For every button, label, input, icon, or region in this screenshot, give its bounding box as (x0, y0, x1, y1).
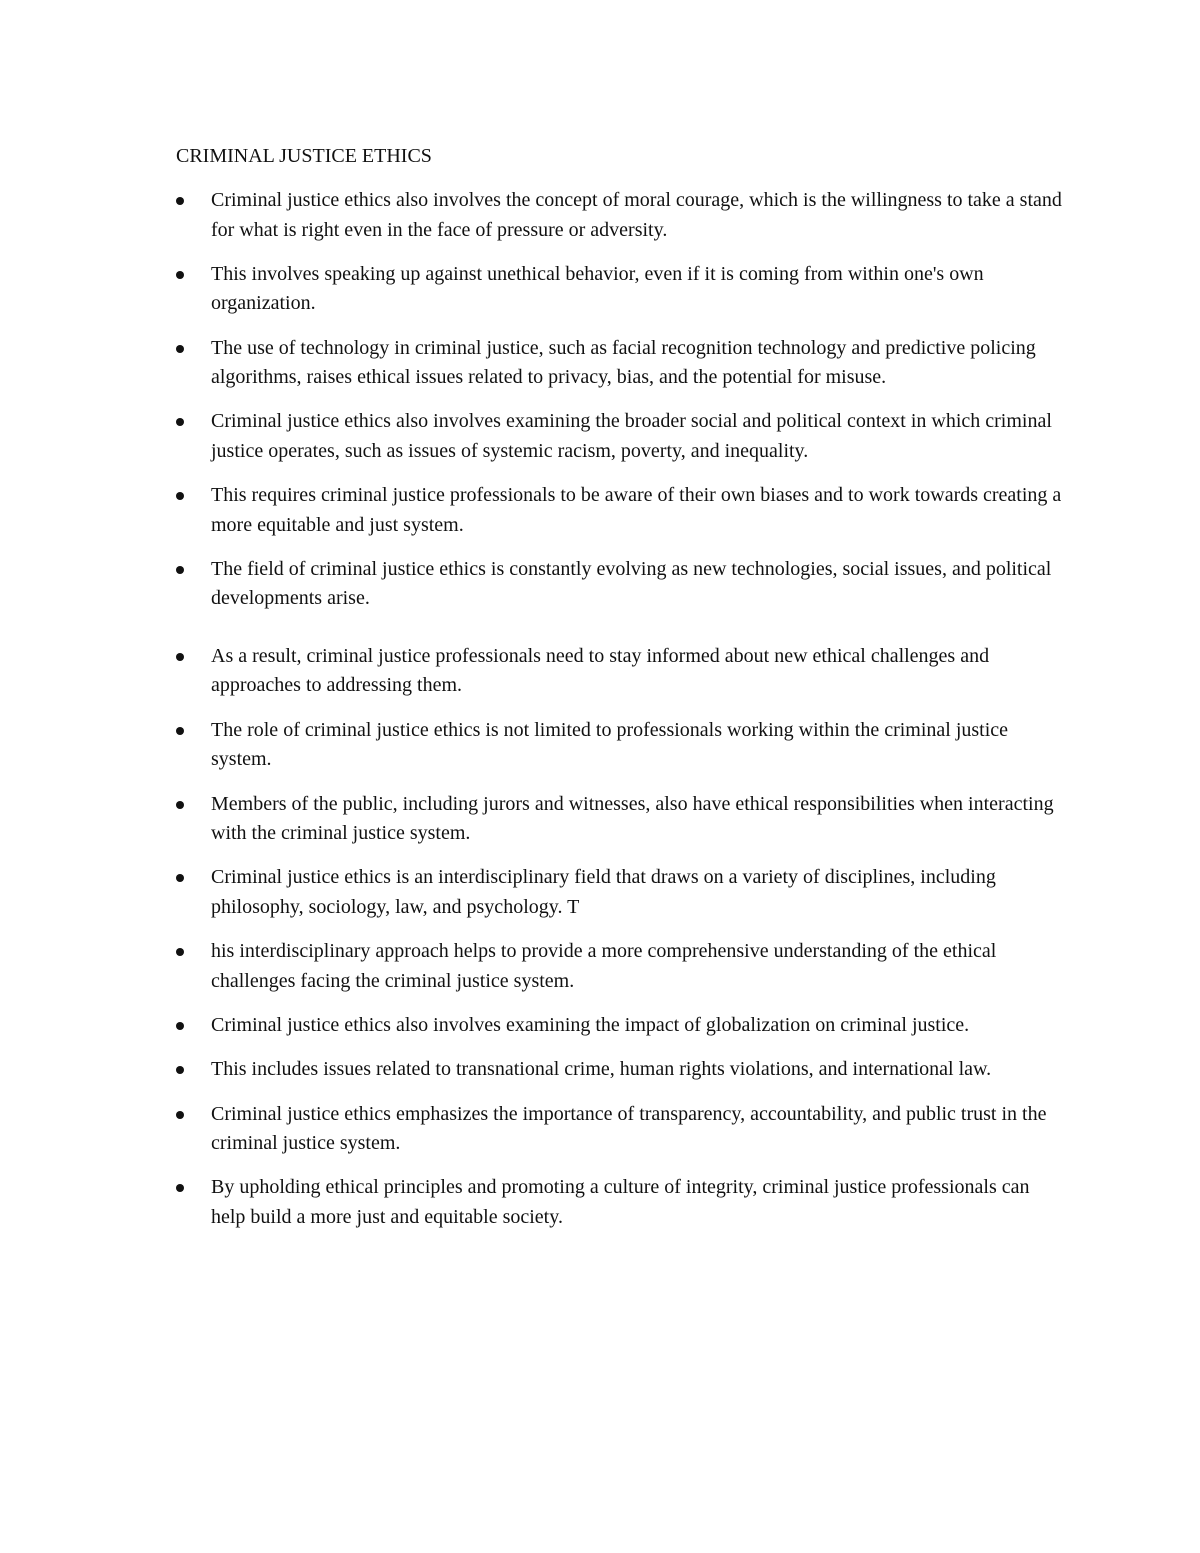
list-item (176, 334, 1066, 393)
bullet-icon (176, 801, 184, 809)
list-item (176, 642, 1066, 701)
list-item (176, 1055, 1066, 1085)
list-item (176, 407, 1066, 466)
bullet-icon (176, 874, 184, 882)
list-item (176, 937, 1066, 996)
list-item (176, 1173, 1066, 1232)
list-item-text: his interdisciplinary approach helps to provide a more comprehensive understanding of the ethical challenges facing the criminal justice system. (211, 940, 997, 992)
list-item-text: Criminal justice ethics emphasizes the importance of transparency, accountability, and public trust in the criminal justice system. (211, 1102, 1047, 1155)
list-item-text: This includes issues related to transnational crime, human rights violations, and international law. (211, 1058, 992, 1081)
bullet-icon (176, 492, 184, 500)
list-item-text: The role of criminal justice ethics is not limited to professionals working within the criminal justice system. (211, 718, 1009, 771)
bullet-icon (176, 727, 184, 735)
list-item-text: Criminal justice ethics also involves examining the broader social and political context in which criminal justice operates, such as issues of systemic racism, poverty, and inequality. (211, 410, 1052, 462)
list-item-text: Members of the public, including jurors and witnesses, also have ethical responsibilities when interacting with the criminal justice system. (211, 792, 1054, 845)
bullet-icon (176, 418, 184, 426)
list-item-text: Criminal justice ethics also involves the concept of moral courage, which is the willingness to take a stand for what is right even in the face of pressure or adversity. (211, 189, 1062, 241)
bullet-icon (176, 345, 184, 353)
list-item-text: The use of technology in criminal justice, such as facial recognition technology and predictive policing algorithms, raises ethical issues related to privacy, bias, and the potential for misuse. (211, 336, 1036, 389)
list-item-text: Criminal justice ethics is an interdisciplinary field that draws on a variety of disciplines, including philosophy, sociology, law, and psychology. T (211, 866, 996, 918)
list-item-text: The field of criminal justice ethics is constantly evolving as new technologies, social issues, and political developments arise. (211, 557, 1052, 610)
bullet-icon (176, 1184, 184, 1192)
bullet-icon (176, 197, 184, 205)
bullet-icon (176, 1066, 184, 1074)
list-item-text: This involves speaking up against unethical behavior, even if it is coming from within one's own organization. (211, 262, 984, 315)
list-item-text: Criminal justice ethics also involves examining the impact of globalization on criminal justice. (211, 1013, 970, 1036)
list-item (176, 790, 1066, 849)
list-item (176, 863, 1066, 922)
list-item (176, 1011, 1066, 1041)
list-item (176, 1100, 1066, 1159)
list-item (176, 260, 1066, 319)
document-title: CRIMINAL JUSTICE ETHICS (176, 145, 432, 167)
bullet-icon (176, 1022, 184, 1030)
bullet-icon (176, 948, 184, 956)
list-item (176, 716, 1066, 775)
bullet-icon (176, 1111, 184, 1119)
list-item (176, 186, 1066, 245)
list-item-text: This requires criminal justice professionals to be aware of their own biases and to work towards creating a more equitable and just system. (211, 484, 1062, 536)
bullet-list (176, 186, 1066, 1247)
list-item-text: By upholding ethical principles and promoting a culture of integrity, criminal justice professionals can help build a more just and equitable society. (211, 1176, 1030, 1228)
bullet-icon (176, 566, 184, 574)
list-item (176, 481, 1066, 540)
list-item (176, 555, 1066, 614)
bullet-icon (176, 653, 184, 661)
list-item-text: As a result, criminal justice professionals need to stay informed about new ethical challenges and approaches to addressing them. (211, 644, 990, 697)
bullet-icon (176, 271, 184, 279)
